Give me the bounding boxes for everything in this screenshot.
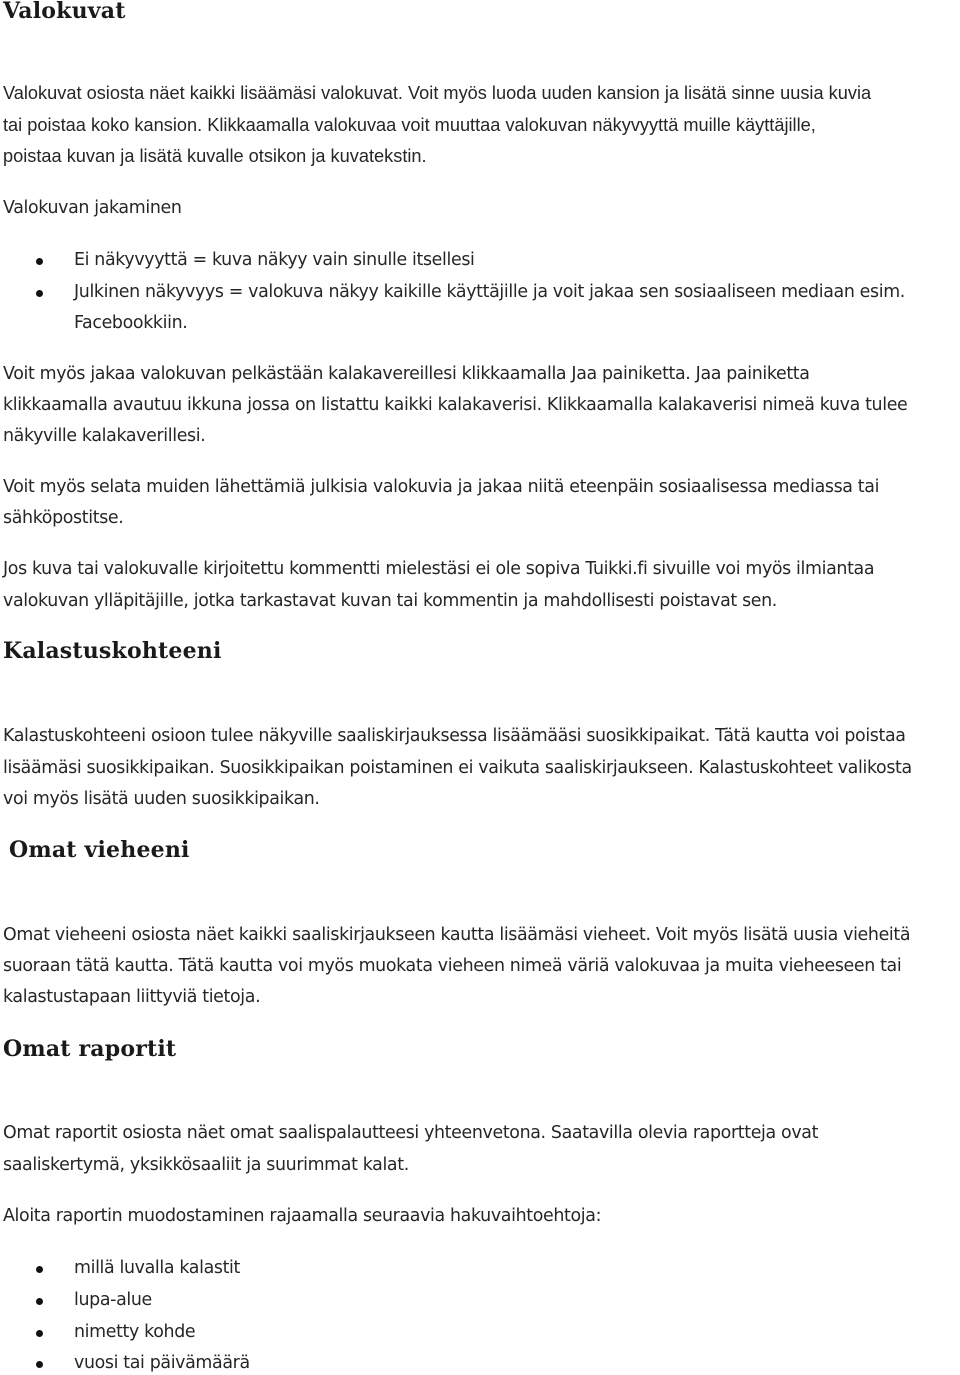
subheading-valokuvan-jakaminen: Valokuvan jakaminen <box>3 198 182 218</box>
heading-omat-vieheeni: Omat vieheeni <box>9 837 190 863</box>
kalastuskohteeni-line-3: voi myös lisätä uuden suosikkipaikan. <box>3 789 320 809</box>
valokuvat-para1-line-2: klikkaamalla avautuu ikkuna jossa on listattu kaikki kalakaverisi. Klikkaamalla kalakaverisi nimeä kuva tulee <box>3 395 908 415</box>
raportit-bullet-4: vuosi tai päivämäärä <box>74 1353 250 1373</box>
raportit-bullet-2: lupa-alue <box>74 1290 152 1310</box>
bullet-icon <box>36 1298 43 1305</box>
heading-kalastuskohteeni: Kalastuskohteeni <box>3 638 222 664</box>
valokuvat-para2-line-2: sähköpostitse. <box>3 508 124 528</box>
valokuvat-para1-line-1: Voit myös jakaa valokuvan pelkästään kalakavereillesi klikkaamalla Jaa painiketta. Jaa painiketta <box>3 364 810 384</box>
valokuvat-bullet-1: Ei näkyvyyttä = kuva näkyy vain sinulle itsellesi <box>74 250 475 270</box>
valokuvat-para2-line-1: Voit myös selata muiden lähettämiä julkisia valokuvia ja jakaa niitä eteenpäin sosiaalisessa mediassa tai <box>3 477 880 497</box>
omat-raportit-line-2: saaliskertymä, yksikkösaaliit ja suurimmat kalat. <box>3 1155 409 1175</box>
valokuvat-para3-line-1: Jos kuva tai valokuvalle kirjoitettu kommentti mielestäsi ei ole sopiva Tuikki.fi sivuille voi myös ilmiantaa <box>3 559 875 579</box>
valokuvat-para1-line-3: näkyville kalakaverillesi. <box>3 426 206 446</box>
valokuvat-intro-line-3: poistaa kuvan ja lisätä kuvalle otsikon ja kuvatekstin. <box>3 146 427 166</box>
omat-vieheeni-line-3: kalastustapaan liittyviä tietoja. <box>3 987 261 1007</box>
bullet-icon <box>36 258 43 265</box>
bullet-icon <box>36 1330 43 1337</box>
omat-raportit-line-1: Omat raportit osiosta näet omat saalispalautteesi yhteenvetona. Saatavilla olevia raportteja ovat <box>3 1123 819 1143</box>
omat-raportit-lead: Aloita raportin muodostaminen rajaamalla seuraavia hakuvaihtoehtoja: <box>3 1206 602 1226</box>
omat-vieheeni-line-1: Omat vieheeni osiosta näet kaikki saaliskirjaukseen kautta lisäämäsi vieheet. Voit myös lisätä uusia vieheitä <box>3 925 911 945</box>
heading-valokuvat: Valokuvat <box>3 0 126 24</box>
valokuvat-para3-line-2: valokuvan ylläpitäjille, jotka tarkastavat kuvan tai kommentin ja mahdollisesti poistavat sen. <box>3 591 777 611</box>
valokuvat-intro-line-1: Valokuvat osiosta näet kaikki lisäämäsi valokuvat. Voit myös luoda uuden kansion ja lisätä sinne uusia kuvia <box>3 83 872 103</box>
omat-vieheeni-line-2: suoraan tätä kautta. Tätä kautta voi myös muokata vieheen nimeä väriä valokuvaa ja muita vieheeseen tai <box>3 956 902 976</box>
raportit-bullet-1: millä luvalla kalastit <box>74 1258 241 1278</box>
bullet-icon <box>36 290 43 297</box>
valokuvat-intro-line-2: tai poistaa koko kansion. Klikkaamalla valokuvaa voit muuttaa valokuvan näkyvyyttä muille käyttäjille, <box>3 115 816 135</box>
bullet-icon <box>36 1361 43 1368</box>
kalastuskohteeni-line-2: lisäämäsi suosikkipaikan. Suosikkipaikan poistaminen ei vaikuta saaliskirjaukseen. Kalastuskohteet valikosta <box>3 758 912 778</box>
bullet-icon <box>36 1266 43 1273</box>
valokuvat-bullet-2: Julkinen näkyvyys = valokuva näkyy kaikille käyttäjille ja voit jakaa sen sosiaaliseen mediaan esim. <box>74 282 905 302</box>
raportit-bullet-3: nimetty kohde <box>74 1322 196 1342</box>
heading-omat-raportit: Omat raportit <box>3 1036 177 1062</box>
valokuvat-bullet-2-cont: Facebookkiin. <box>74 313 188 333</box>
kalastuskohteeni-line-1: Kalastuskohteeni osioon tulee näkyville saaliskirjauksessa lisäämääsi suosikkipaikat. Tätä kautta voi poistaa <box>3 726 906 746</box>
